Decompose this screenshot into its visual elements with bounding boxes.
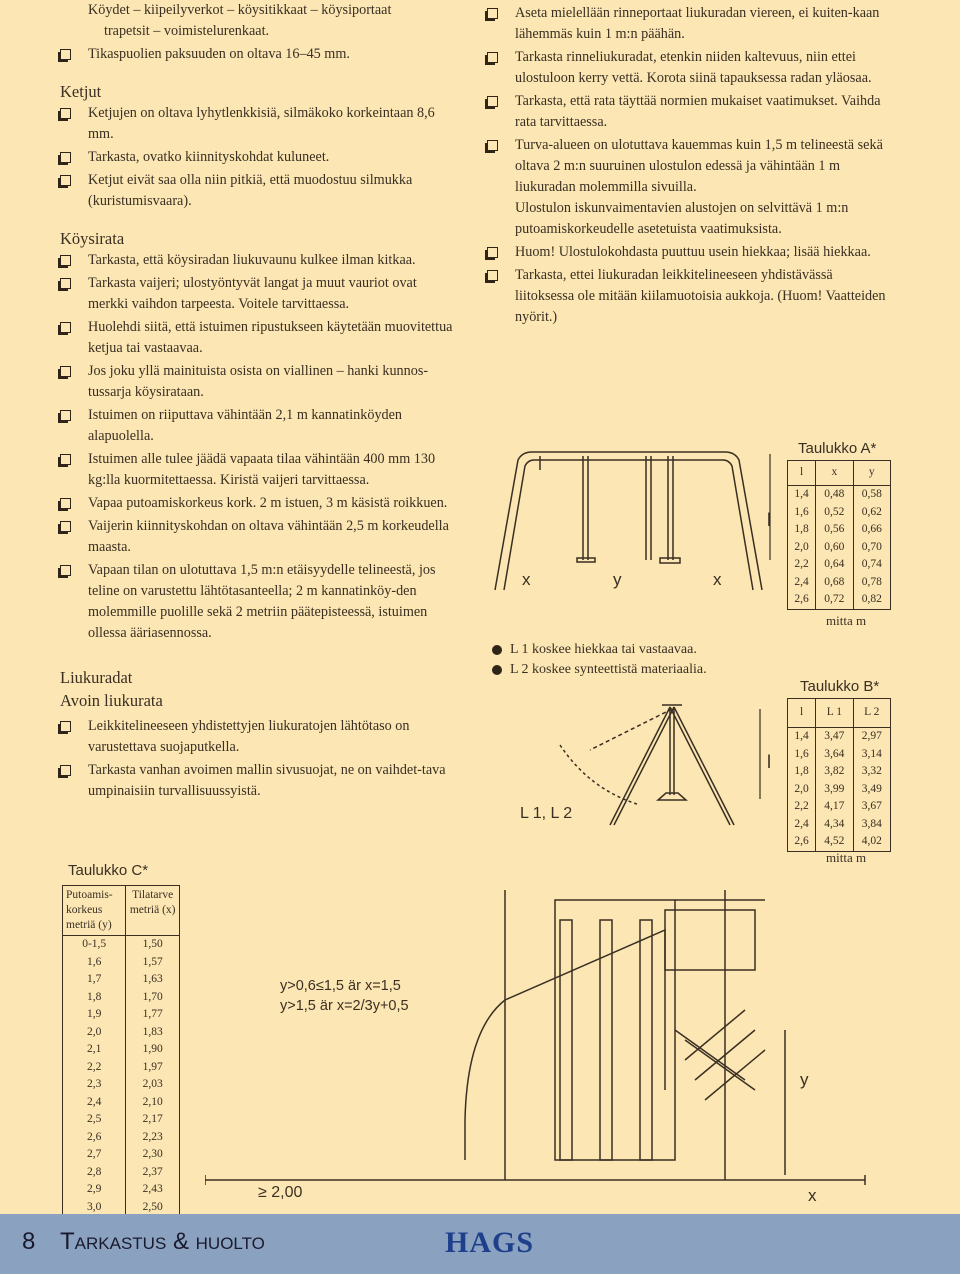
table-cell: 1,63	[126, 971, 180, 989]
table-cell: 2,8	[63, 1164, 126, 1182]
page-number: 8	[22, 1228, 36, 1255]
list-item: Huom! Ulostulokohdasta puuttuu usein hiekkaa; lisää hiekkaa.	[487, 242, 892, 263]
slide-y-label: y	[800, 1070, 809, 1089]
list-item: Tarkasta vaijeri; ulostyöntyvät langat ja muut vauriot ovat merkki vaihdon tarpeesta. Voitele tarvittaessa.	[60, 273, 460, 315]
table-cell: 1,4	[788, 728, 816, 746]
table-c-title: Taulukko C*	[68, 862, 149, 879]
table-cell: 0,58	[853, 486, 890, 504]
list-item: Leikkitelineeseen yhdistettyjen liukuratojen lähtötaso on varustettava suojaputkella.	[60, 716, 460, 758]
table-cell: 3,47	[816, 728, 853, 746]
table-row	[63, 1059, 180, 1077]
table-row	[63, 1111, 180, 1129]
checkbox-icon	[60, 410, 71, 421]
table-header: Tilatarve metriä (x)	[126, 886, 180, 936]
list-item: Ketjujen on oltava lyhytlenkkisiä, silmäkoko korkeintaan 8,6 mm.	[60, 103, 460, 145]
table-cell: 1,4	[788, 486, 816, 504]
list-item: Vapaa putoamiskorkeus kork. 2 m istuen, 3 m käsistä roikkuen.	[60, 493, 460, 514]
table-cell: 1,8	[63, 989, 126, 1007]
table-cell: 2,0	[63, 1024, 126, 1042]
checkbox-icon	[60, 765, 71, 776]
legend-l2: L 2 koskee synteettistä materiaalia.	[492, 660, 707, 680]
table-cell: 0,68	[816, 574, 853, 592]
table-cell: 2,0	[788, 781, 816, 799]
table-header: L 2	[853, 699, 890, 728]
table-row	[63, 1006, 180, 1024]
table-cell: 0,64	[816, 556, 853, 574]
swing-x-left: x	[522, 570, 531, 589]
table-cell: 3,67	[853, 798, 890, 816]
list-item: Istuimen on riiputtava vähintään 2,1 m kannatinköyden alapuolella.	[60, 405, 460, 447]
table-cell: 1,50	[126, 936, 180, 954]
pendulum-l1l2: L 1, L 2	[520, 805, 573, 822]
list-item: Huolehdi siitä, että istuimen ripustukseen käytetään muovitettua ketjua tai vastaavaa.	[60, 317, 460, 359]
table-header: Putoamis-korkeus metriä (y)	[63, 886, 126, 936]
table-cell: 2,2	[788, 556, 816, 574]
table-row	[788, 504, 891, 522]
checkbox-icon	[60, 521, 71, 532]
swing-x-right: x	[713, 570, 722, 589]
table-header: x	[816, 461, 853, 486]
checkbox-icon	[487, 96, 498, 107]
table-header: l	[788, 461, 816, 486]
table-row	[788, 763, 891, 781]
table-cell: 0,74	[853, 556, 890, 574]
table-row	[788, 591, 891, 609]
formula-2: y>1,5 är x=2/3y+0,5	[280, 998, 409, 1014]
table-header: y	[853, 461, 890, 486]
table-row	[788, 816, 891, 834]
section-title-avoin: Avoin liukurata	[60, 691, 163, 710]
left-column	[60, 0, 460, 802]
table-row	[63, 1164, 180, 1182]
section-title-koysirata: Köysirata	[60, 229, 125, 248]
table-cell: 3,0	[63, 1199, 126, 1217]
checkbox-icon	[60, 49, 71, 60]
table-cell: 0,72	[816, 591, 853, 609]
checkbox-icon	[60, 721, 71, 732]
brand-logo: HAGS	[445, 1226, 535, 1259]
table-cell: 1,83	[126, 1024, 180, 1042]
paragraph: Ulostulon iskunvaimentavien alustojen on selvittävä 1 m:n putoamiskorkeudelle asetetuista vaatimuksista.	[515, 200, 849, 237]
table-cell: 0,78	[853, 574, 890, 592]
list-item: Tarkasta, ovatko kiinnityskohdat kuluneet.	[60, 147, 460, 168]
list-item: Istuimen alle tulee jäädä vapaata tilaa vähintään 400 mm 130 kg:lla kuormitettaessa. Kiristä vaijeri tarvittaessa.	[60, 449, 460, 491]
table-cell: 2,2	[788, 798, 816, 816]
table-cell: 2,50	[126, 1199, 180, 1217]
table-row	[788, 781, 891, 799]
table-cell: 3,14	[853, 746, 890, 764]
table-cell: 2,5	[63, 1111, 126, 1129]
legend-l1: L 1 koskee hiekkaa tai vastaavaa.	[492, 640, 707, 660]
table-a-title: Taulukko A*	[798, 440, 877, 457]
table-cell: 0,60	[816, 539, 853, 557]
table-cell: 0,70	[853, 539, 890, 557]
table-cell: 2,97	[853, 728, 890, 746]
table-row	[63, 1076, 180, 1094]
checkbox-icon	[60, 565, 71, 576]
table-cell: 2,10	[126, 1094, 180, 1112]
checkbox-icon	[60, 152, 71, 163]
table-cell: 0,52	[816, 504, 853, 522]
checkbox-icon	[487, 8, 498, 19]
formula-1: y>0,6≤1,5 är x=1,5	[280, 978, 401, 994]
table-cell: 1,77	[126, 1006, 180, 1024]
table-cell: 1,6	[788, 504, 816, 522]
table-cell: 1,57	[126, 954, 180, 972]
table-row	[63, 1146, 180, 1164]
table-row	[63, 1094, 180, 1112]
table-cell: 3,84	[853, 816, 890, 834]
table-row	[63, 954, 180, 972]
table-cell: 0,82	[853, 591, 890, 609]
table-b-unit: mitta m	[826, 850, 867, 865]
table-cell: 2,3	[63, 1076, 126, 1094]
list-item: Vaijerin kiinnityskohdan on oltava vähintään 2,5 m korkeudella maasta.	[60, 516, 460, 558]
table-row	[63, 936, 180, 954]
swing-l-label: l	[767, 510, 771, 530]
bullet-icon	[492, 645, 502, 655]
table-cell: 2,9	[63, 1181, 126, 1199]
table-cell: 3,49	[853, 781, 890, 799]
table-row	[788, 728, 891, 746]
list-item: Tarkasta, että köysiradan liukuvaunu kulkee ilman kitkaa.	[60, 250, 460, 271]
table-cell: 2,03	[126, 1076, 180, 1094]
table-cell: 2,1	[63, 1041, 126, 1059]
table-cell: 2,43	[126, 1181, 180, 1199]
list-item: Tarkasta vanhan avoimen mallin sivusuojat, ne on vaihdet-tava umpinaisiin turvallisuussyistä.	[60, 760, 460, 802]
footer-title: Tarkastus & huolto	[60, 1228, 265, 1255]
table-b	[787, 698, 891, 852]
checkbox-icon	[487, 270, 498, 281]
table-cell: 2,0	[788, 539, 816, 557]
table-row	[788, 746, 891, 764]
section-title-liukuradat: Liukuradat	[60, 668, 133, 687]
checkbox-icon	[487, 52, 498, 63]
table-row	[63, 1041, 180, 1059]
legend	[492, 640, 707, 680]
table-cell: 3,32	[853, 763, 890, 781]
checkbox-icon	[60, 322, 71, 333]
table-cell: 2,17	[126, 1111, 180, 1129]
table-cell: 2,6	[788, 833, 816, 851]
table-cell: 0-1,5	[63, 936, 126, 954]
table-row	[63, 971, 180, 989]
swing-y: y	[613, 570, 622, 589]
table-row	[63, 1024, 180, 1042]
table-header: L 1	[816, 699, 853, 728]
table-cell: 2,37	[126, 1164, 180, 1182]
table-row	[788, 833, 891, 851]
table-cell: 2,30	[126, 1146, 180, 1164]
table-row	[63, 1181, 180, 1199]
checkbox-icon	[60, 175, 71, 186]
checkbox-icon	[60, 278, 71, 289]
table-cell: 3,82	[816, 763, 853, 781]
table-cell: 1,70	[126, 989, 180, 1007]
list-item: Tikaspuolien paksuuden on oltava 16–45 mm.	[60, 44, 460, 65]
table-cell: 4,34	[816, 816, 853, 834]
checkbox-icon	[60, 498, 71, 509]
swing-diagram	[490, 440, 790, 600]
list-item: Jos joku yllä mainituista osista on viallinen – hanki kunnos-tussarja köysirataan.	[60, 361, 460, 403]
table-cell: 2,6	[63, 1129, 126, 1147]
table-cell: 1,8	[788, 763, 816, 781]
table-cell: 1,9	[63, 1006, 126, 1024]
list-item: Aseta mielellään rinneportaat liukuradan viereen, ei kuiten-kaan lähemmäs kuin 1 m:n päähän.	[487, 3, 892, 45]
table-row	[63, 1129, 180, 1147]
table-a	[787, 460, 891, 610]
intro-line: trapetsit – voimistelurenkaat.	[104, 23, 270, 39]
table-cell: 2,4	[63, 1094, 126, 1112]
list-item: Ketjut eivät saa olla niin pitkiä, että muodostuu silmukka (kuristumisvaara).	[60, 170, 460, 212]
list-item: Tarkasta, ettei liukuradan leikkitelineeseen yhdistävässä liitoksessa ole mitään kiilamuotoisia aukkoja. (Huom! Vaatteiden nyörit.)	[487, 265, 892, 328]
intro-line: Köydet – kiipeilyverkot – köysitikkaat – köysiportaat	[88, 2, 392, 18]
table-cell: 4,02	[853, 833, 890, 851]
table-row	[788, 798, 891, 816]
checkbox-icon	[60, 255, 71, 266]
table-cell: 0,62	[853, 504, 890, 522]
table-b-title: Taulukko B*	[800, 678, 880, 695]
checkbox-icon	[60, 108, 71, 119]
table-header: l	[788, 699, 816, 728]
table-cell: 1,90	[126, 1041, 180, 1059]
table-cell: 1,97	[126, 1059, 180, 1077]
checkbox-icon	[487, 247, 498, 258]
table-row	[788, 556, 891, 574]
table-cell: 4,17	[816, 798, 853, 816]
slide-distance: ≥ 2,00	[258, 1184, 303, 1201]
table-row	[788, 486, 891, 504]
footer	[0, 1214, 960, 1274]
table-cell: 3,64	[816, 746, 853, 764]
table-cell: 1,6	[63, 954, 126, 972]
checkbox-icon	[60, 366, 71, 377]
list-item: Tarkasta, että rata täyttää normien mukaiset vaatimukset. Vaihda rata tarvittaessa.	[487, 91, 892, 133]
table-cell: 1,8	[788, 521, 816, 539]
table-cell: 1,7	[63, 971, 126, 989]
bullet-icon	[492, 665, 502, 675]
table-cell: 2,4	[788, 574, 816, 592]
table-cell: 2,2	[63, 1059, 126, 1077]
table-row	[788, 521, 891, 539]
checkbox-icon	[487, 140, 498, 151]
table-a-unit: mitta m	[826, 613, 867, 628]
table-cell: 3,99	[816, 781, 853, 799]
table-cell: 4,52	[816, 833, 853, 851]
right-column	[487, 3, 892, 328]
table-cell: 0,56	[816, 521, 853, 539]
table-cell: 0,48	[816, 486, 853, 504]
table-row	[788, 539, 891, 557]
section-title-ketjut: Ketjut	[60, 82, 102, 101]
table-cell: 2,6	[788, 591, 816, 609]
pendulum-l-label: l	[767, 752, 771, 772]
table-row	[63, 989, 180, 1007]
list-item: Vapaan tilan on ulotuttava 1,5 m:n etäisyydelle telineestä, jos teline on varustettu lähtötasanteella; 2 m kannatinköy-den molemmille puolille sekä 2 metriin päätepisteessä, istuimen ollessa ääriasennossa.	[60, 560, 460, 644]
table-cell: 2,4	[788, 816, 816, 834]
table-cell: 0,66	[853, 521, 890, 539]
list-item: Turva-alueen on ulotuttava kauemmas kuin 1,5 m telineestä sekä oltava 2 m:n suuruinen ulostulon edessä ja vähintään 1 m liukuradan molemmilla sivuilla.	[487, 135, 892, 198]
table-cell: 1,6	[788, 746, 816, 764]
list-item: Tarkasta rinneliukuradat, etenkin niiden kaltevuus, niin ettei ulostuloon kerry vettä. Korota siinä tapauksessa radan yläosaa.	[487, 47, 892, 89]
table-cell: 2,23	[126, 1129, 180, 1147]
table-c	[62, 885, 180, 1217]
slide-diagram	[205, 890, 885, 1210]
slide-x-label: x	[808, 1186, 817, 1205]
checkbox-icon	[60, 454, 71, 465]
table-cell: 2,7	[63, 1146, 126, 1164]
table-row	[788, 574, 891, 592]
